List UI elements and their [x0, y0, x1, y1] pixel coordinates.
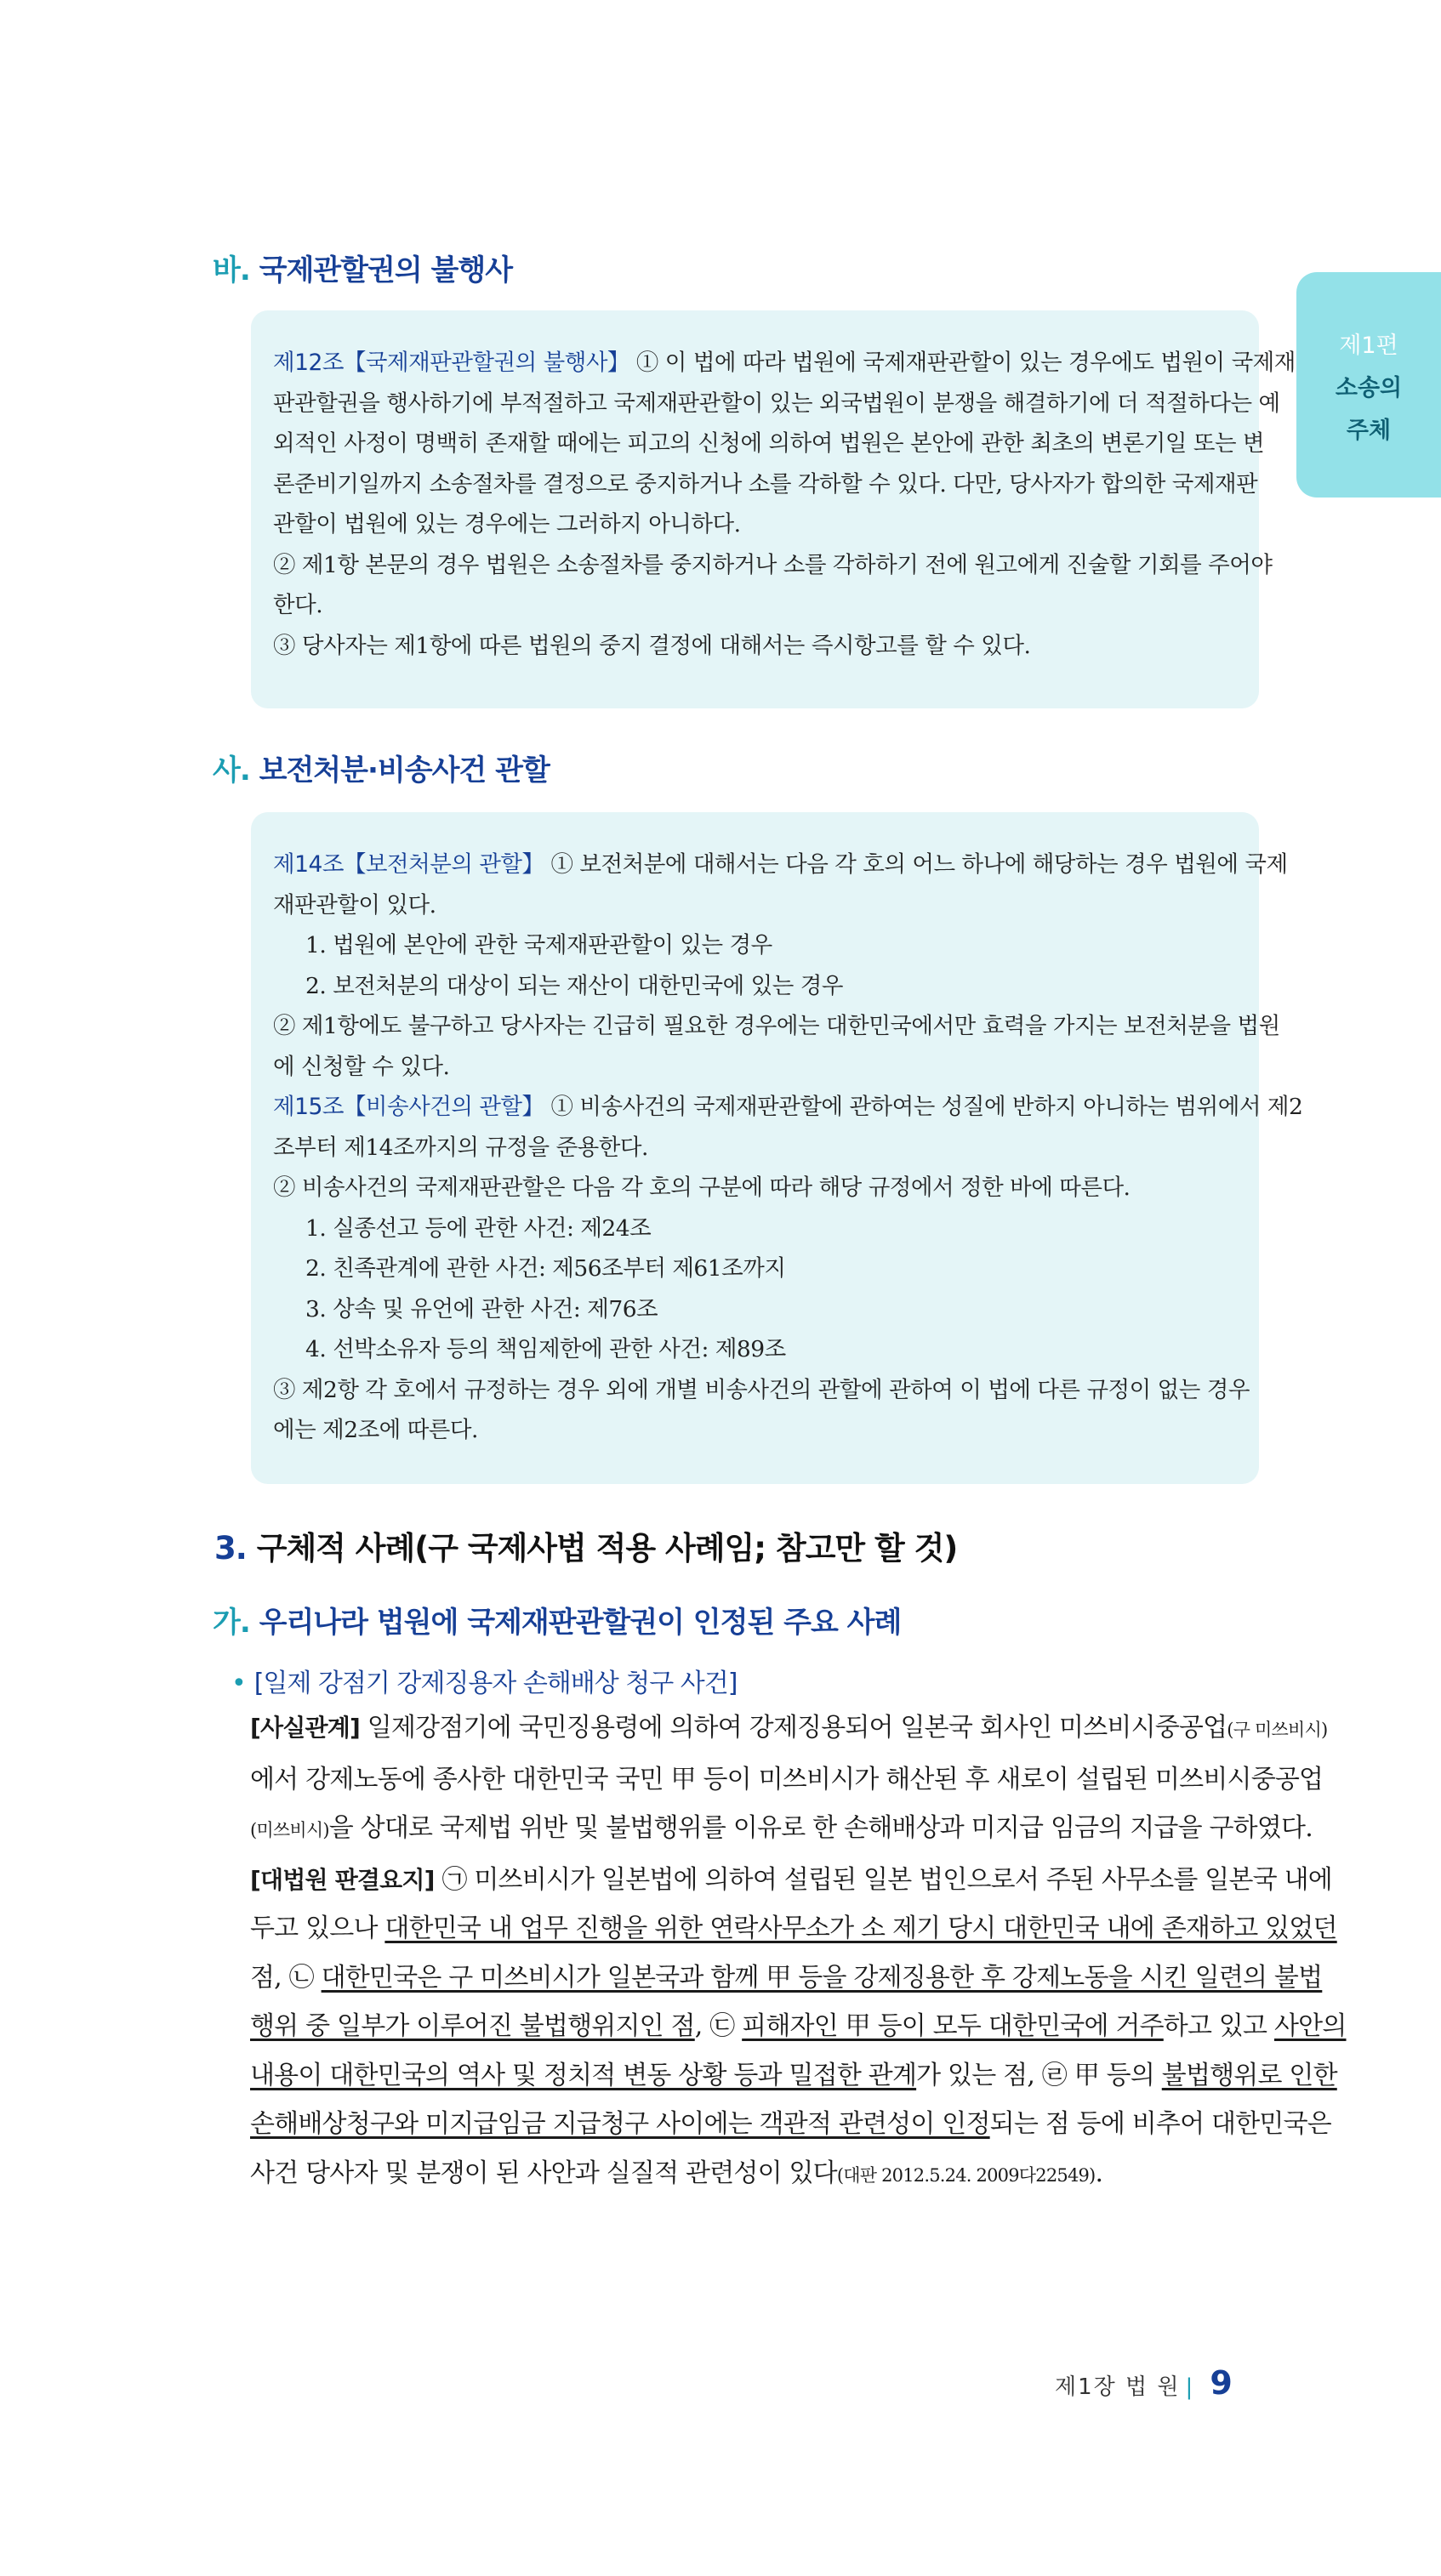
box2-line-11: 3. 상속 및 유언에 관한 사건: 제76조: [305, 1295, 658, 1322]
statute-box-article12: [251, 310, 1296, 708]
case-title: [231, 1662, 737, 1699]
heading-ba: [213, 247, 512, 288]
article12-label: 제12조【국제재판관할권의 불행사】: [273, 350, 629, 376]
article15-label: 제15조【비송사건의 관할】: [273, 1094, 544, 1120]
box1-line-2: 외적인 사정이 명백히 존재할 때에는 피고의 신청에 의하여 법원은 본안에 관한 최초의 변론기일 또는 변: [273, 430, 1265, 457]
bullet-dot-icon: •: [231, 1669, 246, 1698]
box2-line-2: 1. 법원에 본안에 관한 국제재판관할이 있는 경우: [305, 932, 772, 958]
case-line-9: [250, 2100, 1331, 2149]
heading-ga-text: 우리나라 법원에 국제재판관할권이 인정된 주요 사례: [259, 1606, 902, 1640]
ruling-text-8: 하고 있고: [1163, 2011, 1274, 2041]
heading-ga: [213, 1599, 901, 1641]
case-line-7: [250, 2002, 1347, 2051]
box2-line-1: 재판관할이 있다.: [273, 891, 436, 918]
ruling-text-5: 행위 중 일부가 이루어진 불법행위지인 점: [250, 2011, 695, 2041]
box1-line-7: ③ 당사자는 제1항에 따른 법원의 중지 결정에 대해서는 즉시항고를 할 수 있다.: [273, 632, 1031, 659]
case-line-10: [250, 2149, 1262, 2201]
ruling-text-4: 대한민국은 구 미쓰비시가 일본국과 함께 甲 등을 강제징용한 후 강제노동을 시킨 일련의 불법: [321, 1962, 1323, 1993]
box2-text-0: ① 보전처분에 대해서는 다음 각 호의 어느 하나에 해당하는 경우 법원에 국제: [550, 851, 1288, 878]
case-title-text: [일제 강점기 강제징용자 손해배상 청구 사건]: [253, 1669, 738, 1698]
heading-ba-mark: 바.: [213, 253, 250, 287]
ruling-text-10: 내용이 대한민국의 역사 및 정치적 변동 상황 등과 밀접한 관계: [250, 2060, 917, 2090]
case-line-6: [250, 1953, 1323, 2003]
facts-tag: [사실관계]: [250, 1714, 360, 1742]
box2-line-13: ③ 제2항 각 호에서 규정하는 경우 외에 개별 비송사건의 관할에 관하여 이 법에 다른 규정이 없는 경우: [273, 1376, 1250, 1403]
box2-line-6: [273, 1087, 1303, 1128]
heading-ga-mark: 가.: [213, 1606, 250, 1640]
facts-text-0: 일제강점기에 국민징용령에 의하여 강제징용되어 일본국 회사인 미쓰비시중공업: [367, 1713, 1227, 1743]
box2-line-5: 에 신청할 수 있다.: [273, 1053, 450, 1080]
side-tab-title1: 소송의: [1335, 375, 1403, 401]
case-line-3: [250, 1804, 1313, 1856]
article14-label: 제14조【보전처분의 관할】: [273, 851, 544, 878]
case-line-1: [250, 1703, 1328, 1755]
side-tab-part: 제1편: [1339, 333, 1398, 359]
section-3-number: 3.: [214, 1530, 247, 1567]
box1-text-0: ① 이 법에 따라 법원에 국제재판관할이 있는 경우에도 법원이 국제재: [635, 350, 1296, 376]
footer-chapter: 제1장 법 원: [1055, 2374, 1181, 2400]
ruling-text-3: 점, ㉡: [250, 1962, 322, 1993]
ruling-text-17: .: [1095, 2158, 1103, 2188]
statute-box-articles14-15: [251, 812, 1303, 1484]
box2-line-9: 1. 실종선고 등에 관한 사건: 제24조: [305, 1214, 652, 1242]
heading-sa-mark: 사.: [213, 753, 250, 788]
box1-line-4: 관할이 법원에 있는 경우에는 그러하지 아니하다.: [273, 511, 741, 537]
page-footer: [1055, 2364, 1233, 2402]
chapter-side-tab: [1296, 272, 1441, 498]
box1-line-5: ② 제1항 본문의 경우 법원은 소송절차를 중지하거나 소를 각하하기 전에 원고에게 진술할 기회를 주어야: [273, 551, 1273, 578]
ruling-text-14: 되는 점 등에 비추어 대한민국은: [989, 2109, 1331, 2139]
heading-sa-text: 보전처분·비송사건 관할: [259, 753, 550, 788]
box2-line-0: [273, 844, 1288, 885]
box1-line-3: 론준비기일까지 소송절차를 결정으로 중지하거나 소를 각하할 수 있다. 다만, 당사자가 합의한 국제재판: [273, 470, 1258, 498]
facts-text-3: (미쓰비시): [250, 1820, 329, 1840]
box1-line-0: [273, 343, 1296, 384]
box1-line-6: 한다.: [273, 592, 323, 618]
facts-text-1: (구 미쓰비시): [1227, 1720, 1328, 1740]
ruling-tag: [대법원 판결요지]: [250, 1865, 435, 1894]
heading-sa: [213, 747, 550, 788]
ruling-text-9: 사안의: [1273, 2011, 1347, 2041]
box2-line-14: 에는 제2조에 따른다.: [273, 1417, 478, 1443]
case-citation: (대판 2012.5.24. 2009다22549): [836, 2164, 1096, 2186]
box2-line-4: ② 제1항에도 불구하고 당사자는 긴급히 필요한 경우에는 대한민국에서만 효력을 가지는 보전처분을 법원: [273, 1013, 1280, 1039]
case-line-4: [250, 1856, 1332, 1905]
ruling-text-7: 피해자인 甲 등이 모두 대한민국에 거주: [742, 2011, 1164, 2041]
ruling-text-13: 손해배상청구와 미지급임금 지급청구 사이에는 객관적 관련성이 인정: [250, 2109, 990, 2139]
box2-line-7: 조부터 제14조까지의 규정을 준용한다.: [273, 1134, 648, 1161]
box2-text-6: ① 비송사건의 국제재판관할에 관하여는 성질에 반하지 아니하는 범위에서 제2: [550, 1094, 1303, 1120]
box2-line-10: 2. 친족관계에 관한 사건: 제56조부터 제61조까지: [305, 1255, 786, 1282]
ruling-text-1: 두고 있으나: [250, 1914, 385, 1943]
box1-line-1: 판관할권을 행사하기에 부적절하고 국제재판관할이 있는 외국법원이 분쟁을 해결하기에 더 적절하다는 예: [273, 390, 1280, 417]
case-line-8: [250, 2051, 1337, 2101]
case-line-2: 에서 강제노동에 종사한 대한민국 국민 甲 등이 미쓰비시가 해산된 후 새로이 설립된 미쓰비시중공업: [250, 1764, 1324, 1794]
ruling-text-2: 대한민국 내 업무 진행을 위한 연락사무소가 소 제기 당시 대한민국 내에 존재하고 있었던: [384, 1914, 1337, 1943]
ruling-text-0: ㉠ 미쓰비시가 일본법에 의하여 설립된 일본 법인으로서 주된 사무소를 일본국 내에: [441, 1864, 1332, 1895]
section-3-text: 구체적 사례(구 국제사법 적용 사례임; 참고만 할 것): [256, 1530, 958, 1567]
page-number: 9: [1210, 2364, 1233, 2402]
ruling-text-6: , ㉢: [694, 2011, 743, 2041]
case-line-5: [250, 1904, 1337, 1953]
box2-line-12: 4. 선박소유자 등의 책임제한에 관한 사건: 제89조: [305, 1336, 786, 1362]
ruling-text-11: 가 있는 점, ㉣ 甲 등의: [916, 2060, 1162, 2090]
ruling-text-15: 사건 당사자 및 분쟁이 된 사안과 실질적 관련성이 있다: [250, 2158, 837, 2188]
section-3-heading: [214, 1522, 957, 1568]
facts-text-4: 을 상대로 국제법 위반 및 불법행위를 이유로 한 손해배상과 미지급 임금의 지급을 구하였다.: [328, 1813, 1313, 1843]
case-body: [250, 1703, 1347, 2200]
ruling-text-12: 불법행위로 인한: [1161, 2060, 1337, 2090]
footer-divider: |: [1185, 2374, 1195, 2400]
box2-line-3: 2. 보전처분의 대상이 되는 재산이 대한민국에 있는 경우: [305, 972, 843, 999]
box2-line-8: ② 비송사건의 국제재판관할은 다음 각 호의 구분에 따라 해당 규정에서 정한 바에 따른다.: [273, 1174, 1131, 1201]
side-tab-title2: 주체: [1346, 418, 1392, 444]
heading-ba-text: 국제관할권의 불행사: [259, 253, 513, 287]
